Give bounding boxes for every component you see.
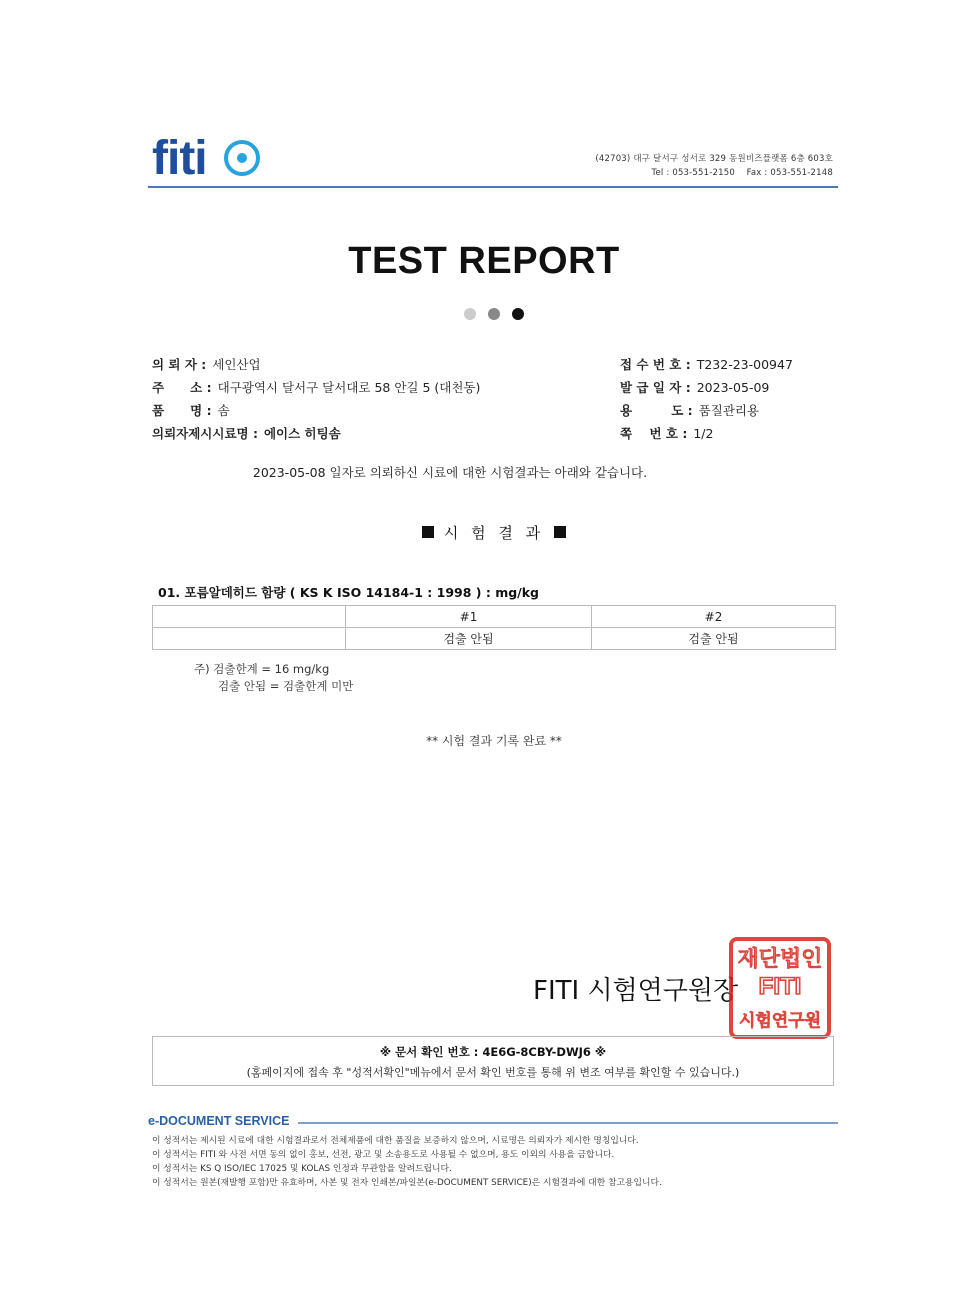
info-value: 대구광역시 달서구 달서대로 58 안길 5 (대천동)	[217, 380, 481, 395]
table-header-cell	[153, 606, 346, 628]
fax-number: Fax : 053-551-2148	[746, 168, 833, 178]
verification-instructions: (홈페이지에 접속 후 "성적서확인"메뉴에서 문서 확인 번호를 통해 위 변조 여부를 확인할 수 있습니다.)	[246, 1066, 740, 1079]
note-not-detected: 검출 안됨 = 검출한계 미만	[218, 679, 354, 693]
edoc-divider	[298, 1122, 838, 1124]
document-verification-code: ※ 문서 확인 번호 : 4E6G-8CBY-DWJ6 ※	[379, 1045, 607, 1059]
company-address: (42703) 대구 달서구 성서로 329 동원비즈플랫폼 6층 603호	[595, 154, 833, 164]
info-value: 1/2	[693, 426, 714, 441]
info-label: 의뢰자제시시료명 :	[152, 426, 258, 441]
info-value: 세인산업	[212, 357, 261, 372]
edoc-note: 이 성적서는 원본(재발행 포함)만 유효하며, 사본 및 전자 인쇄본/파일본(e-DOCUMENT SERVICE)은 시험결과에 대한 참고용입니다.	[152, 1178, 662, 1188]
table-header-row	[153, 606, 836, 628]
square-bullet-icon	[422, 526, 434, 538]
results-heading	[0, 522, 968, 543]
record-complete: ** 시험 결과 기록 완료 **	[426, 734, 562, 748]
info-address	[152, 378, 480, 396]
info-client	[152, 355, 261, 373]
info-purpose	[620, 401, 759, 419]
edoc-note: 이 성적서는 KS Q ISO/IEC 17025 및 KOLAS 인정과 무관함을 알려드립니다.	[152, 1164, 452, 1174]
info-label: 용 도 :	[620, 403, 693, 418]
info-receipt-no	[620, 355, 793, 373]
report-title: TEST REPORT	[348, 240, 620, 282]
decor-dot-1	[464, 308, 476, 320]
info-label: 품 명 :	[152, 403, 212, 418]
info-page-no	[620, 424, 713, 442]
edoc-service-title: e-DOCUMENT SERVICE	[148, 1114, 290, 1128]
table-header-cell: #1	[346, 606, 592, 628]
info-value: 에이스 히팅솜	[263, 426, 341, 441]
table-cell: 검출 안됨	[592, 628, 836, 650]
note-detection-limit: 주) 검출한계 = 16 mg/kg	[194, 662, 330, 676]
info-label: 발 급 일 자 :	[620, 380, 691, 395]
company-contact	[652, 168, 833, 178]
verification-box	[152, 1036, 834, 1086]
info-product	[152, 401, 230, 419]
intro-sentence: 2023-05-08 일자로 의뢰하신 시료에 대한 시험결과는 아래와 같습니다.	[252, 465, 648, 480]
decor-dot-3	[512, 308, 524, 320]
table-cell: 검출 안됨	[346, 628, 592, 650]
square-bullet-icon	[554, 526, 566, 538]
svg-text:시험연구원: 시험연구원	[738, 1011, 822, 1031]
edoc-note: 이 성적서는 제시된 시료에 대한 시험결과로서 전체제품에 대한 품질을 보증하지 않으며, 시료명은 의뢰자가 제시한 명칭입니다.	[152, 1136, 639, 1146]
signature-title: FITI 시험연구원장	[533, 976, 739, 1006]
decor-dot-2	[488, 308, 500, 320]
info-value: T232-23-00947	[696, 357, 793, 372]
tel-number: Tel : 053-551-2150	[651, 168, 735, 178]
info-label: 주 소 :	[152, 380, 212, 395]
svg-text:FITI: FITI	[758, 973, 802, 1000]
result-table	[152, 605, 836, 650]
info-value: 솜	[217, 403, 230, 418]
info-label: 쪽 번 호 :	[620, 426, 688, 441]
header-divider	[148, 186, 838, 188]
info-sample-name	[152, 424, 341, 442]
fiti-logo	[152, 132, 278, 182]
table-cell	[153, 628, 346, 650]
table-header-cell: #2	[592, 606, 836, 628]
results-heading-text: 시 험 결 과	[443, 524, 545, 542]
test-item-title: 01. 포름알데히드 함량 ( KS K ISO 14184-1 : 1998 ) : mg/kg	[158, 585, 540, 600]
svg-text:fiti: fiti	[152, 132, 207, 182]
info-value: 2023-05-09	[696, 380, 770, 395]
info-issue-date	[620, 378, 769, 396]
official-seal-stamp	[728, 936, 832, 1040]
info-value: 품질관리용	[698, 403, 760, 418]
table-row	[153, 628, 836, 650]
info-label: 접 수 번 호 :	[620, 357, 691, 372]
info-label: 의 뢰 자 :	[152, 357, 207, 372]
edoc-note: 이 성적서는 FITI 와 사전 서면 동의 없이 홍보, 선전, 광고 및 소송용도로 사용될 수 없으며, 용도 이외의 사용을 금합니다.	[152, 1150, 615, 1160]
svg-text:재단법인: 재단법인	[737, 947, 823, 972]
